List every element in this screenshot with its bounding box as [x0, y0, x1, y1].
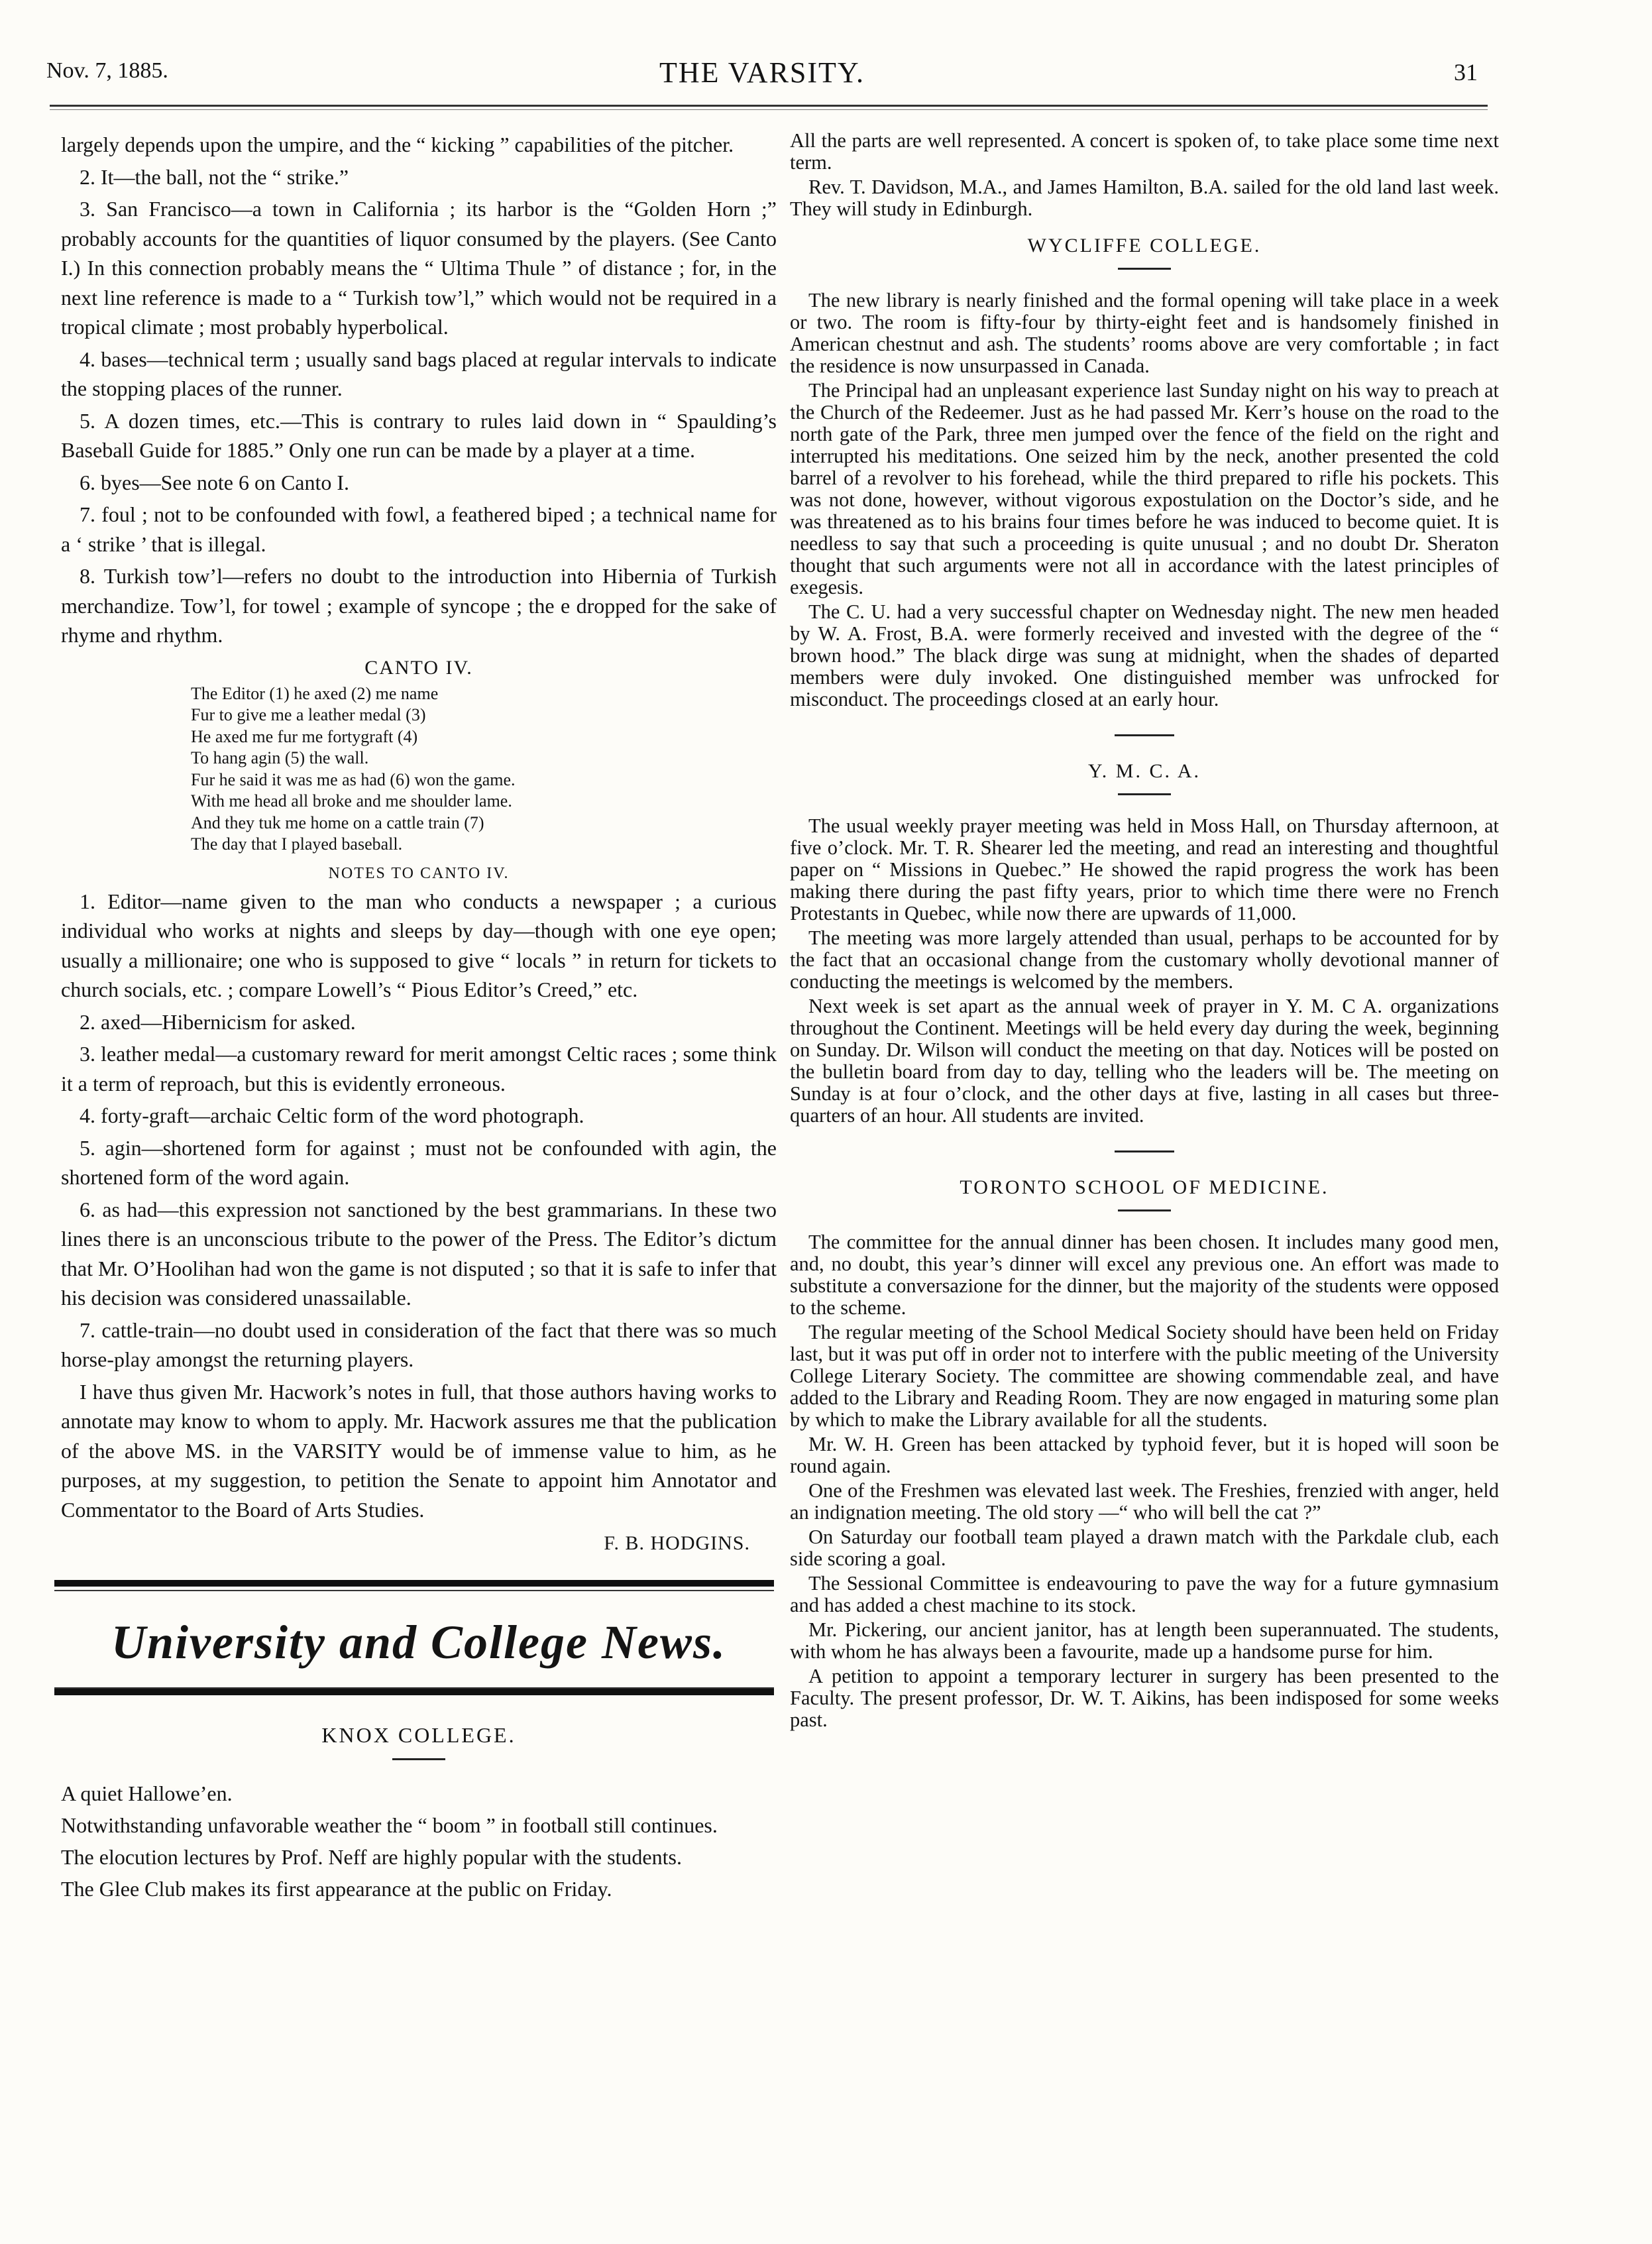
news-item: A quiet Hallowe’en. — [61, 1781, 233, 1805]
note-paragraph: 3. San Francisco—a town in California ; its harbor is the “Golden Horn ;” probably accounts for the quantities of liquor consumed by the players. (See Canto I.) In this connection probably means the “ Ultima Thule ” of distance ; for, in the next line reference is made to a “ Turkish tow’l,” which would not be required in a tropical climate ; most probably hyperbolical. — [61, 197, 777, 339]
header-rule-thin — [50, 109, 1488, 110]
ornamental-rule-thin — [54, 1590, 774, 1591]
poem-line: The Editor (1) he axed (2) me name — [191, 683, 439, 703]
note-paragraph: 3. leather medal—a customary reward for merit amongst Celtic races ; some think it a term of reproach, but this is evidently erroneous. — [61, 1042, 777, 1095]
poem-line: And they tuk me home on a cattle train (7) — [191, 813, 484, 832]
poem-title: CANTO IV. — [364, 656, 473, 679]
knox-college-heading: KNOX COLLEGE. — [321, 1723, 516, 1747]
poem-line: To hang agin (5) the wall. — [191, 748, 369, 767]
news-item: Notwithstanding unfavorable weather the “ boom ” in football still continues. — [61, 1813, 718, 1837]
news-item: The meeting was more largely attended than usual, perhaps to be accounted for by the fact that an occasional change from the customary wholly devotional manner of conducting the meetings is welcomed by the members. — [790, 926, 1499, 993]
left-column — [61, 130, 777, 1907]
heading-underline — [392, 1758, 445, 1760]
news-item: The usual weekly prayer meeting was held in Moss Hall, on Thursday afternoon, at five o’clock. Mr. T. R. Shearer led the meeting, and read an interesting and thoughtful paper on “ Missions in Quebec.” He showed the rapid progress the work has been making there during the past fifty years, prior to which time there were no French Protestants in Quebec, while now there are upwards of 11,000. — [790, 814, 1499, 925]
news-item: The Glee Club makes its first appearance at the public on Friday. — [61, 1877, 612, 1901]
heading-underline — [1118, 1209, 1171, 1211]
heading-underline — [1118, 268, 1171, 270]
note-paragraph: 2. It—the ball, not the “ strike.” — [80, 164, 349, 189]
poem-line: With me head all broke and me shoulder lame. — [191, 791, 512, 811]
news-section-heading: University and College News. — [111, 1616, 726, 1669]
right-column — [790, 130, 1499, 1734]
ornamental-rule-heavy — [54, 1580, 774, 1587]
note-paragraph: 8. Turkish tow’l—refers no doubt to the introduction into Hibernia of Turkish merchandize. Tow’l, for towel ; example of syncope ; the e dropped for the sake of rhyme and rhythm. — [61, 564, 777, 647]
knox-college-section — [61, 1780, 777, 1902]
poem-line: Fur he said it was me as had (6) won the game. — [191, 769, 516, 789]
news-item: All the parts are well represented. A concert is spoken of, to take place some time next term. — [790, 129, 1499, 174]
note-paragraph: 6. byes—See note 6 on Canto I. — [80, 470, 350, 494]
author-signature: F. B. HODGINS. — [604, 1532, 750, 1554]
news-item: The new library is nearly finished and the formal opening will take place in a week or two. The room is fifty-four by thirty-eight feet and is handsomely finished in American chestnut and ash. The students’ rooms above are very comfortable ; in fact the residence is now unsurpassed in Canada. — [790, 289, 1499, 377]
news-item: The Sessional Committee is endeavouring to pave the way for a future gymnasium and has added a chest machine to its stock. — [790, 1572, 1499, 1616]
note-paragraph: 6. as had—this expression not sanctioned by the best grammarians. In these two lines there is an unconscious tribute to the power of the Press. The Editor’s dictum that Mr. O’Hoolihan had won the game is not disputed ; so that it is safe to infer that his decision was considered unassailable. — [61, 1197, 777, 1310]
news-item: The elocution lectures by Prof. Neff are highly popular with the students. — [61, 1845, 682, 1869]
ornamental-rule-heavy — [54, 1689, 774, 1695]
news-item: The C. U. had a very successful chapter on Wednesday night. The new men headed by W. A. Frost, B.A. were formerly received and invested with the degree of the “ brown hood.” The black dirge was sung at midnight, when the shades of departed members were duly invoked. One distinguished member was unfrocked for misconduct. The proceedings closed at an early hour. — [790, 600, 1499, 710]
news-item: Mr. W. H. Green has been attacked by typhoid fever, but it is hoped will soon be round again. — [790, 1433, 1499, 1477]
note-paragraph: 5. agin—shortened form for against ; must not be confounded with agin, the shortened form of the word again. — [61, 1135, 777, 1189]
news-item: Rev. T. Davidson, M.A., and James Hamilton, B.A. sailed for the old land last week. They will study in Edinburgh. — [790, 176, 1499, 220]
ymca-heading: Y. M. C. A. — [1088, 760, 1201, 782]
section-separator — [1115, 1150, 1174, 1152]
notes-title: NOTES TO CANTO IV. — [328, 864, 510, 882]
section-separator — [1115, 734, 1174, 736]
masthead-title: THE VARSITY. — [659, 56, 865, 89]
note-paragraph: 7. foul ; not to be confounded with fowl, a feathered biped ; a technical name for a ‘ strike ’ that is illegal. — [61, 502, 777, 556]
poem-line: Fur to give me a leather medal (3) — [191, 705, 426, 724]
page-number: 31 — [1454, 59, 1478, 85]
note-paragraph: 4. bases—technical term ; usually sand bags placed at regular intervals to indicate the stopping places of the runner. — [61, 347, 777, 400]
closing-paragraph: I have thus given Mr. Hacwork’s notes in full, that those authors having works to annotate may know to whom to apply. Mr. Hacwork assures me that the publication of the above MS. in the VARSITY would be of immense value to him, as he purposes, at my suggestion, to petition the Senate to appoint him Annotator and Commentator to the Board of Arts Studies. — [61, 1379, 777, 1522]
news-item: Mr. Pickering, our ancient janitor, has at length been superannuated. The students, with whom he has always been a favourite, made up a handsome purse for him. — [790, 1618, 1499, 1663]
toronto-school-of-medicine-heading: TORONTO SCHOOL OF MEDICINE. — [960, 1176, 1329, 1198]
poem-line: He axed me fur me fortygraft (4) — [191, 726, 418, 746]
note-paragraph: largely depends upon the umpire, and the “ kicking ” capabilities of the pitcher. — [61, 133, 734, 156]
header-rule — [50, 105, 1488, 107]
news-item: Next week is set apart as the annual week of prayer in Y. M. C A. organizations throughout the Continent. Meetings will be held every day during the week, beginning on Sunday. Dr. Wilson will conduct the meeting on that day. Notices will be posted on the bulletin board from day to day, telling who the leaders will be. The meeting on Sunday is at four o’clock, and the other days at five, lasting in all cases but three-quarters of an hour. All students are invited. — [790, 995, 1499, 1127]
news-item: The committee for the annual dinner has been chosen. It includes many good men, and, no doubt, this year’s dinner will excel any previous one. An effort was made to substitute a conversazione for the dinner, but the majority of the students were opposed to the scheme. — [790, 1231, 1499, 1319]
news-item: On Saturday our football team played a drawn match with the Parkdale club, each side scoring a goal. — [790, 1526, 1499, 1570]
wycliffe-college-heading: WYCLIFFE COLLEGE. — [1027, 235, 1262, 256]
issue-date: Nov. 7, 1885. — [46, 58, 168, 83]
poem — [191, 683, 777, 856]
news-item: The regular meeting of the School Medical Society should have been held on Friday last, but it was put off in order not to interfere with the public meeting of the University College Literary Society. The committee are showing commendable zeal, and have added to the Library and Reading Room. They are now engaged in maturing some plan by which to make the Library available for all the students. — [790, 1321, 1499, 1431]
poem-line: The day that I played baseball. — [191, 834, 403, 854]
note-paragraph: 7. cattle-train—no doubt used in consideration of the fact that there was so much horse-play amongst the returning players. — [61, 1318, 777, 1371]
note-paragraph: 5. A dozen times, etc.—This is contrary to rules laid down in “ Spaulding’s Baseball Guide for 1885.” Only one run can be made by a player at a time. — [61, 408, 777, 462]
note-paragraph: 4. forty-graft—archaic Celtic form of the word photograph. — [80, 1103, 584, 1127]
page-header — [46, 58, 1478, 105]
note-paragraph: 1. Editor—name given to the man who conducts a newspaper ; a curious individual who works at nights and sleeps by day—though with one eye open; usually a millionaire; one who is supposed to give “ locals ” in return for tickets to church socials, etc. ; compare Lowell’s “ Pious Editor’s Creed,” etc. — [61, 889, 777, 1001]
news-item: A petition to appoint a temporary lecturer in surgery has been presented to the Faculty. The present professor, Dr. W. T. Aikins, has been indisposed for some weeks past. — [790, 1665, 1499, 1731]
note-paragraph: 2. axed—Hibernicism for asked. — [80, 1009, 356, 1034]
news-item: One of the Freshmen was elevated last week. The Freshies, frenzied with anger, held an indignation meeting. The old story —“ who will bell the cat ?” — [790, 1479, 1499, 1524]
heading-underline — [1118, 793, 1171, 795]
news-item: The Principal had an unpleasant experience last Sunday night on his way to preach at the Church of the Redeemer. Just as he had passed Mr. Kerr’s house on the road to the north gate of the Park, three men jumped over the fence of the field on the right and interrupted his meditations. One seized him by the neck, another presented the cold barrel of a revolver to his forehead, while the third prepared to rifle his pockets. This was not done, however, without vigorous expostulation on the Doctor’s side, and he was threatened as to his brains four times before he was induced to become quiet. It is needless to say that such a proceeding is quite unusual ; and no doubt Dr. Sheraton thought that such arguments were not all in accordance with the latest principles of exegesis. — [790, 379, 1499, 598]
